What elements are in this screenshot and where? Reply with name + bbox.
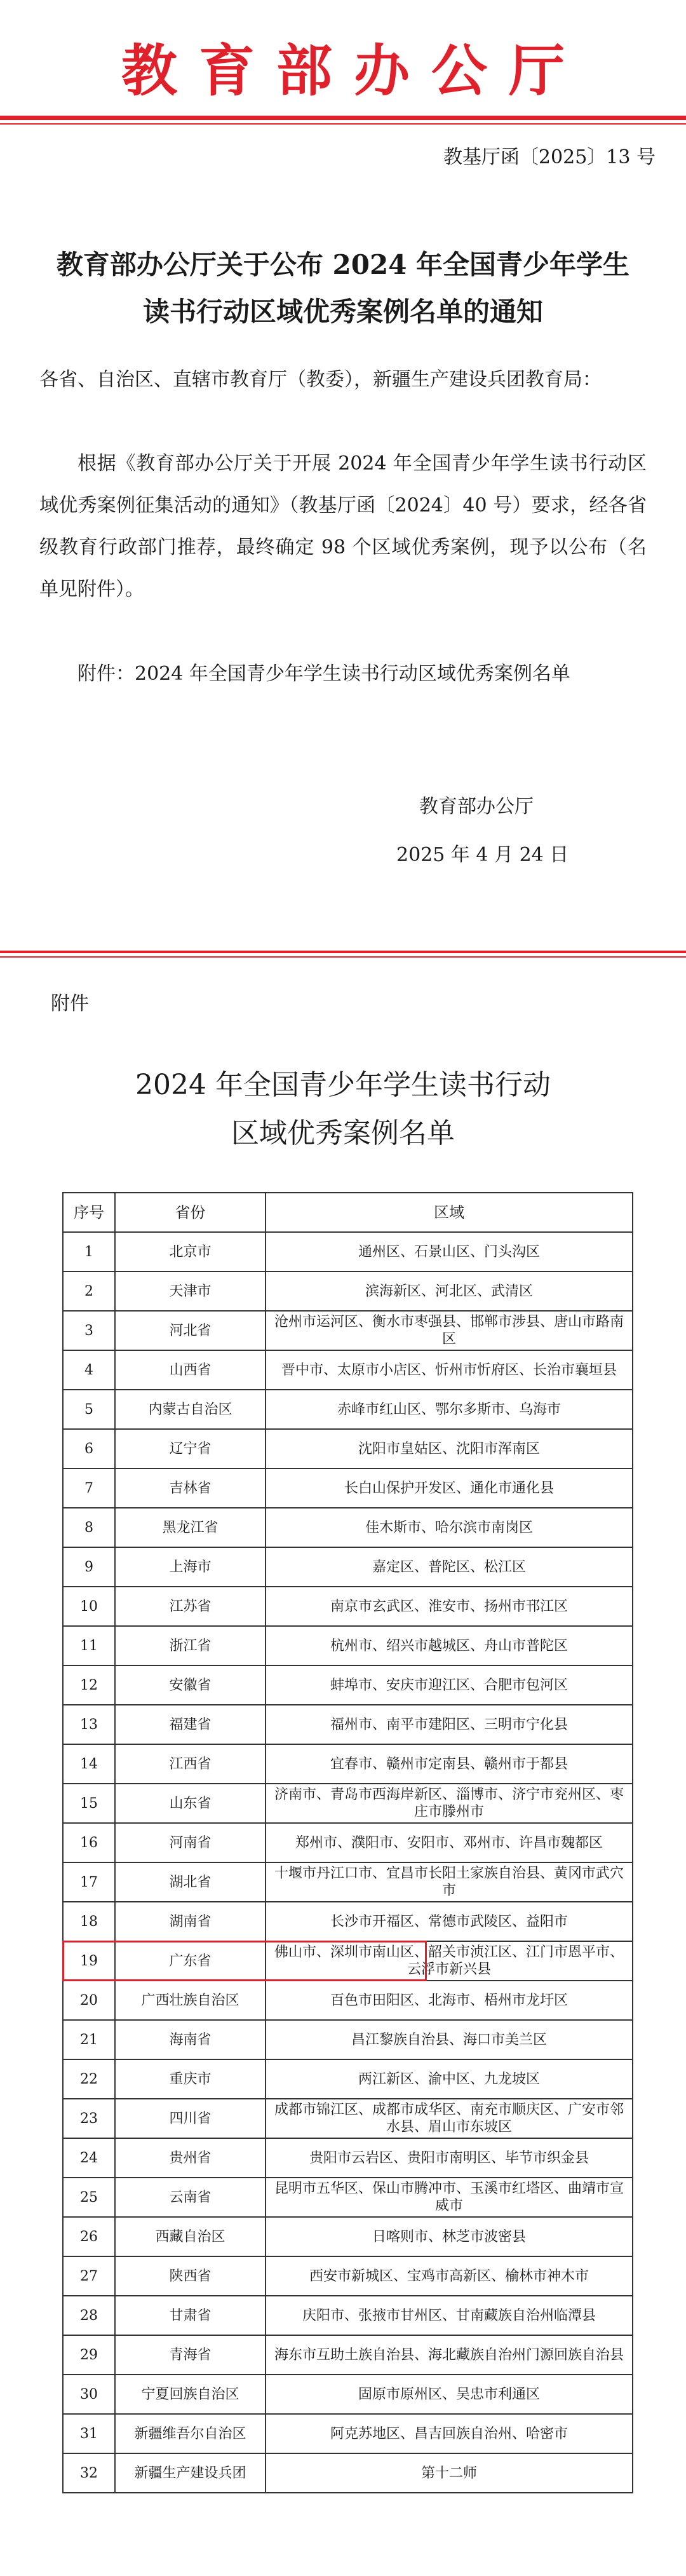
row-region: 宜春市、赣州市定南县、赣州市于都县	[266, 1744, 633, 1784]
table-row	[63, 1941, 633, 1981]
row-province: 上海市	[115, 1547, 266, 1587]
row-province: 四川省	[115, 2099, 266, 2138]
row-region: 第十二师	[266, 2453, 633, 2493]
row-region: 嘉定区、普陀区、松江区	[266, 1547, 633, 1587]
row-province: 新疆生产建设兵团	[115, 2453, 266, 2493]
row-province: 辽宁省	[115, 1429, 266, 1468]
table-row	[63, 1508, 633, 1547]
row-number: 21	[63, 2020, 115, 2059]
row-region: 长白山保护开发区、通化市通化县	[266, 1468, 633, 1508]
row-province: 湖北省	[115, 1862, 266, 1902]
row-province: 青海省	[115, 2335, 266, 2375]
row-region: 杭州市、绍兴市越城区、舟山市普陀区	[266, 1626, 633, 1665]
table-row	[63, 1823, 633, 1862]
table-row	[63, 2296, 633, 2335]
row-number: 10	[63, 1587, 115, 1626]
row-number: 4	[63, 1350, 115, 1390]
notice-paragraph: 根据《教育部办公厅关于开展 2024 年全国青少年学生读书行动区域优秀案例征集活动的通知》（教基厅函〔2024〕40 号）要求，经各省级教育行政部门推荐，最终确定 98 个区域优秀案例，现予以公布（名单见附件）。	[39, 452, 647, 600]
row-region: 福州市、南平市建阳区、三明市宁化县	[266, 1705, 633, 1744]
row-province: 贵州省	[115, 2138, 266, 2178]
row-number: 28	[63, 2296, 115, 2335]
attachment-title-line-2: 区域优秀案例名单	[231, 1117, 455, 1149]
row-region: 赤峰市红山区、鄂尔多斯市、乌海市	[266, 1390, 633, 1429]
column-header-number: 序号	[63, 1193, 115, 1232]
table-row	[63, 2020, 633, 2059]
table-header-row	[63, 1193, 633, 1232]
header-red-rule	[0, 116, 686, 120]
row-number: 18	[63, 1902, 115, 1941]
row-number: 6	[63, 1429, 115, 1468]
row-province: 福建省	[115, 1705, 266, 1744]
attachment-label: 附件	[51, 993, 89, 1015]
row-province: 安徽省	[115, 1665, 266, 1705]
document-number: 教基厅函〔2025〕13 号	[443, 146, 656, 168]
row-province: 吉林省	[115, 1468, 266, 1508]
row-number: 25	[63, 2178, 115, 2217]
row-region: 十堰市丹江口市、宜昌市长阳土家族自治县、黄冈市武穴市	[266, 1862, 633, 1902]
row-region: 滨海新区、河北区、武清区	[266, 1271, 633, 1311]
document-header-title: 教育部办公厅	[121, 37, 586, 104]
table-row	[63, 1429, 633, 1468]
notice-title-line-2: 读书行动区域优秀案例名单的通知	[142, 296, 543, 327]
row-province: 黑龙江省	[115, 1508, 266, 1547]
table-row	[63, 1547, 633, 1587]
row-region: 济南市、青岛市西海岸新区、淄博市、济宁市兖州区、枣庄市滕州市	[266, 1784, 633, 1823]
row-province: 湖南省	[115, 1902, 266, 1941]
table-row	[63, 2453, 633, 2493]
row-region: 百色市田阳区、北海市、梧州市龙圩区	[266, 1981, 633, 2020]
row-region: 沈阳市皇姑区、沈阳市浑南区	[266, 1429, 633, 1468]
row-number: 1	[63, 1232, 115, 1271]
table-row	[63, 2335, 633, 2375]
table-row	[63, 1232, 633, 1271]
row-region: 阿克苏地区、昌吉回族自治州、哈密市	[266, 2414, 633, 2453]
region-case-table	[62, 1192, 633, 2493]
row-number: 7	[63, 1468, 115, 1508]
row-region: 日喀则市、林芝市波密县	[266, 2217, 633, 2256]
row-number: 9	[63, 1547, 115, 1587]
row-region: 昆明市五华区、保山市腾冲市、玉溪市红塔区、曲靖市宣威市	[266, 2178, 633, 2217]
row-number: 15	[63, 1784, 115, 1823]
row-number: 24	[63, 2138, 115, 2178]
row-province: 西藏自治区	[115, 2217, 266, 2256]
row-number: 3	[63, 1311, 115, 1350]
row-province: 陕西省	[115, 2256, 266, 2296]
row-province: 山东省	[115, 1784, 266, 1823]
table-row	[63, 2178, 633, 2217]
table-row	[63, 1862, 633, 1902]
row-region: 庆阳市、张掖市甘州区、甘南藏族自治州临潭县	[266, 2296, 633, 2335]
row-number: 31	[63, 2414, 115, 2453]
row-region: 郑州市、濮阳市、安阳市、邓州市、许昌市魏都区	[266, 1823, 633, 1862]
table-row	[63, 1468, 633, 1508]
table-row	[63, 2099, 633, 2138]
row-region: 贵阳市云岩区、贵阳市南明区、毕节市织金县	[266, 2138, 633, 2178]
row-region: 长沙市开福区、常德市武陵区、益阳市	[266, 1902, 633, 1941]
row-region: 海东市互助土族自治县、海北藏族自治州门源回族自治县	[266, 2335, 633, 2375]
row-number: 29	[63, 2335, 115, 2375]
table-row	[63, 1902, 633, 1941]
row-region: 成都市锦江区、成都市成华区、南充市顺庆区、广安市邻水县、眉山市东坡区	[266, 2099, 633, 2138]
signature-date: 2025 年 4 月 24 日	[396, 844, 569, 866]
table-row	[63, 2256, 633, 2296]
row-region: 固原市原州区、吴忠市利通区	[266, 2375, 633, 2414]
row-number: 11	[63, 1626, 115, 1665]
attachment-title	[0, 1061, 686, 1158]
row-province: 新疆维吾尔自治区	[115, 2414, 266, 2453]
row-region: 南京市玄武区、淮安市、扬州市邗江区	[266, 1587, 633, 1626]
row-province: 重庆市	[115, 2059, 266, 2099]
row-number: 2	[63, 1271, 115, 1311]
notice-title-line-1: 教育部办公厅关于公布 2024 年全国青少年学生	[56, 249, 630, 280]
row-number: 16	[63, 1823, 115, 1862]
table-row	[63, 2375, 633, 2414]
row-province: 江苏省	[115, 1587, 266, 1626]
table-row	[63, 2414, 633, 2453]
page-separator-rule	[0, 951, 686, 953]
row-region: 佳木斯市、哈尔滨市南岗区	[266, 1508, 633, 1547]
row-region: 通州区、石景山区、门头沟区	[266, 1232, 633, 1271]
table-row	[63, 1350, 633, 1390]
row-province: 浙江省	[115, 1626, 266, 1665]
row-region: 西安市新城区、宝鸡市高新区、榆林市神木市	[266, 2256, 633, 2296]
row-number: 22	[63, 2059, 115, 2099]
table-row	[63, 1705, 633, 1744]
table-row	[63, 1311, 633, 1350]
row-number: 12	[63, 1665, 115, 1705]
row-region: 佛山市、深圳市南山区、韶关市浈江区、江门市恩平市、云浮市新兴县	[266, 1941, 633, 1981]
salutation: 各省、自治区、直辖市教育厅（教委），新疆生产建设兵团教育局：	[39, 369, 602, 391]
table-row	[63, 2217, 633, 2256]
row-number: 30	[63, 2375, 115, 2414]
table-row	[63, 1271, 633, 1311]
row-province: 内蒙古自治区	[115, 1390, 266, 1429]
signature-office: 教育部办公厅	[419, 796, 534, 818]
row-number: 20	[63, 1981, 115, 2020]
row-number: 32	[63, 2453, 115, 2493]
row-province: 河南省	[115, 1823, 266, 1862]
row-province: 宁夏回族自治区	[115, 2375, 266, 2414]
row-number: 19	[63, 1941, 115, 1981]
row-province: 山西省	[115, 1350, 266, 1390]
row-province: 北京市	[115, 1232, 266, 1271]
attachment-note: 附件：2024 年全国青少年学生读书行动区域优秀案例名单	[77, 663, 570, 685]
table-row	[63, 1390, 633, 1429]
row-region: 昌江黎族自治县、海口市美兰区	[266, 2020, 633, 2059]
row-region: 蚌埠市、安庆市迎江区、合肥市包河区	[266, 1665, 633, 1705]
row-province: 云南省	[115, 2178, 266, 2217]
table-row	[63, 1784, 633, 1823]
table-row	[63, 1626, 633, 1665]
row-province: 河北省	[115, 1311, 266, 1350]
table-row	[63, 1587, 633, 1626]
row-region: 沧州市运河区、衡水市枣强县、邯郸市涉县、唐山市路南区	[266, 1311, 633, 1350]
row-province: 广西壮族自治区	[115, 1981, 266, 2020]
header-red-rule-thin	[0, 123, 686, 125]
row-number: 23	[63, 2099, 115, 2138]
row-province: 甘肃省	[115, 2296, 266, 2335]
table-row	[63, 1981, 633, 2020]
row-number: 8	[63, 1508, 115, 1547]
page-separator-rule-thin	[0, 956, 686, 958]
column-header-province: 省份	[115, 1193, 266, 1232]
row-province: 广东省	[115, 1941, 266, 1981]
column-header-region: 区域	[266, 1193, 633, 1232]
attachment-title-line-1: 2024 年全国青少年学生读书行动	[135, 1069, 551, 1101]
table-row	[63, 1665, 633, 1705]
row-number: 17	[63, 1862, 115, 1902]
row-province: 江西省	[115, 1744, 266, 1784]
notice-title	[38, 241, 648, 336]
row-number: 13	[63, 1705, 115, 1744]
row-province: 海南省	[115, 2020, 266, 2059]
row-number: 27	[63, 2256, 115, 2296]
table-row	[63, 2059, 633, 2099]
table-row	[63, 2138, 633, 2178]
row-number: 26	[63, 2217, 115, 2256]
row-number: 5	[63, 1390, 115, 1429]
row-region: 两江新区、渝中区、九龙坡区	[266, 2059, 633, 2099]
row-number: 14	[63, 1744, 115, 1784]
table-row	[63, 1744, 633, 1784]
row-region: 晋中市、太原市小店区、忻州市忻府区、长治市襄垣县	[266, 1350, 633, 1390]
row-province: 天津市	[115, 1271, 266, 1311]
